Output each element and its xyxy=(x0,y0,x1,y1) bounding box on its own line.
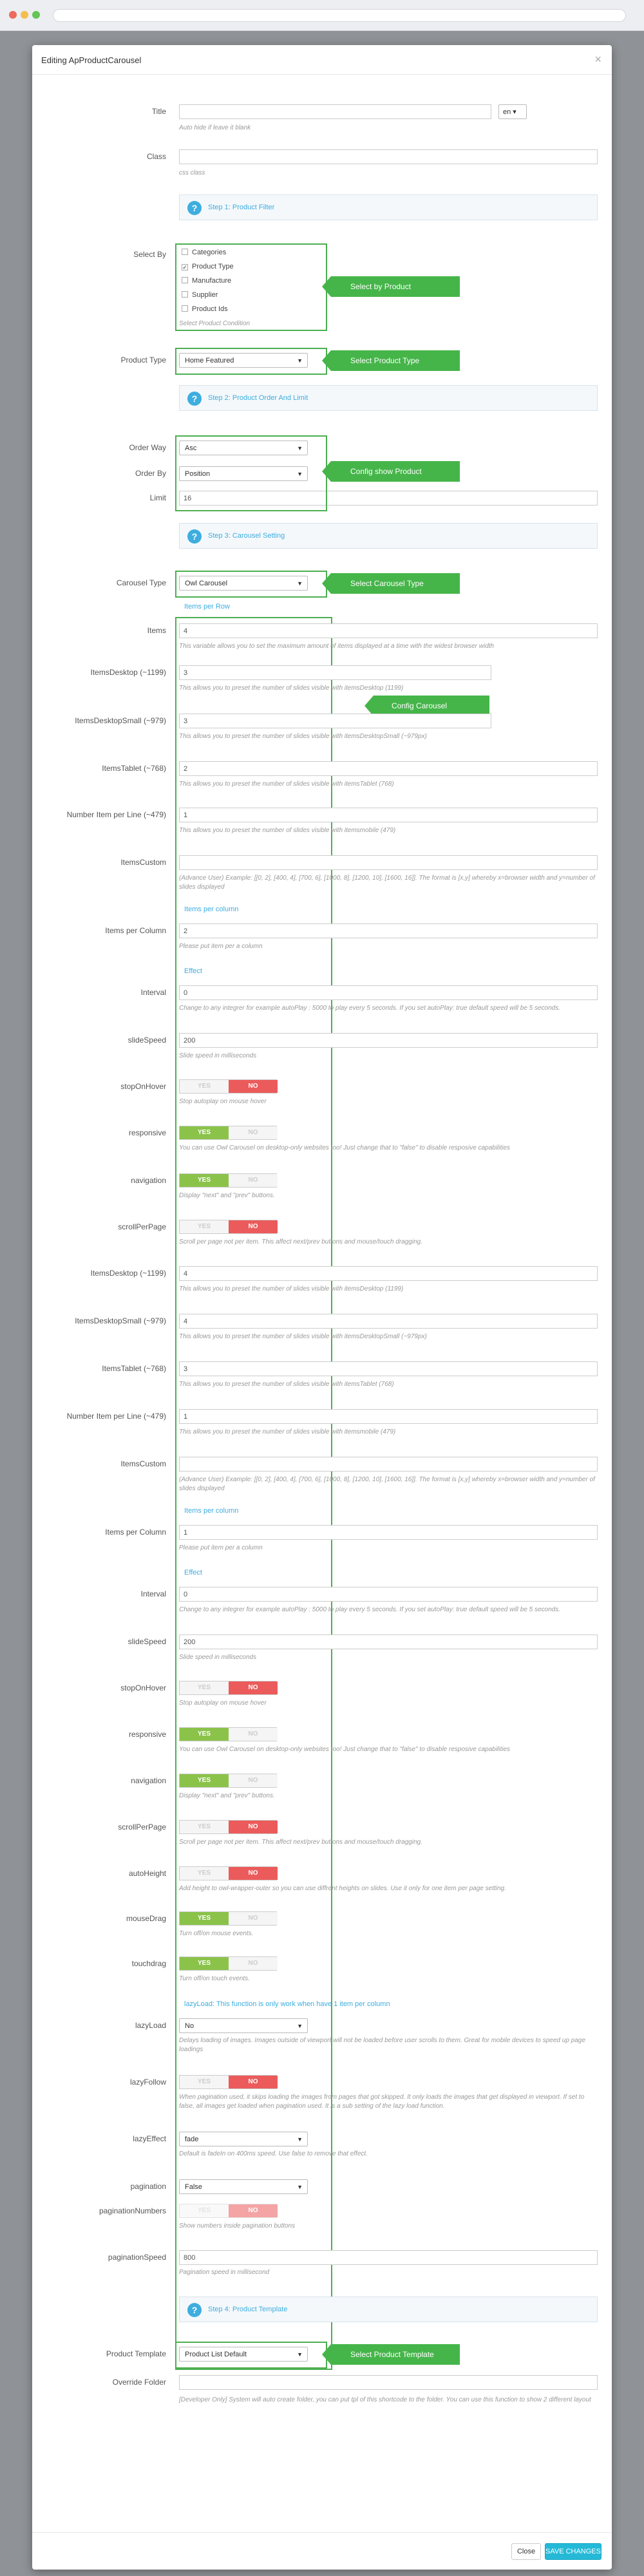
scroll-per-page-hint: Scroll per page not per item. This affect next/prev buttons and mouse/touch dragging. xyxy=(179,1238,422,1245)
stop-on-hover-toggle[interactable]: YES NO xyxy=(179,1079,277,1094)
order-way-select[interactable]: Asc ▼ xyxy=(179,440,308,455)
question-icon: ? xyxy=(187,201,202,215)
lazy-follow-toggle[interactable]: YES NO xyxy=(179,2075,277,2089)
language-select[interactable]: en ▾ xyxy=(498,104,527,119)
items-custom-label: ItemsCustom xyxy=(120,858,166,867)
effect-2-heading: Effect xyxy=(184,1569,202,1577)
checkbox-product-ids[interactable]: Product Ids xyxy=(182,305,228,313)
order-by-label: Order By xyxy=(135,469,166,478)
per-column-input[interactable]: 2 xyxy=(179,923,598,938)
per-column-2-hint: Please put item per a column xyxy=(179,1544,263,1551)
interval-label: Interval xyxy=(140,988,166,997)
browser-chrome xyxy=(0,0,644,31)
navigation-toggle[interactable]: YES NO xyxy=(179,1173,277,1188)
items-custom-2-input[interactable] xyxy=(179,1457,598,1472)
items-input[interactable]: 4 xyxy=(179,623,598,638)
title-input[interactable] xyxy=(179,104,491,119)
items-desktop-small-input[interactable]: 3 xyxy=(179,714,491,728)
question-icon: ? xyxy=(187,2303,202,2317)
modal-header xyxy=(32,45,612,75)
carousel-type-label: Carousel Type xyxy=(116,578,166,587)
lazy-load-select[interactable]: No ▼ xyxy=(179,2018,308,2033)
items-tablet-hint: This allows you to preset the number of slides visible with itemsTablet (768) xyxy=(179,781,394,788)
lazy-effect-hint: Default is fadeIn on 400ms speed. Use false to remove that effect. xyxy=(179,2150,368,2157)
per-column-2-label: Items per Column xyxy=(105,1528,166,1537)
class-input[interactable] xyxy=(179,149,598,164)
touch-drag-label: touchdrag xyxy=(131,1959,166,1968)
items-label: Items xyxy=(147,626,166,635)
minimize-dot[interactable] xyxy=(21,11,28,19)
question-icon: ? xyxy=(187,529,202,544)
lazy-effect-label: lazyEffect xyxy=(133,2134,166,2143)
slide-speed-2-label: slideSpeed xyxy=(128,1637,166,1646)
pagination-speed-label: paginationSpeed xyxy=(108,2253,166,2262)
close-dot[interactable] xyxy=(9,11,17,19)
navigation-hint: Display "next" and "prev" buttons. xyxy=(179,1192,275,1199)
lazy-follow-label: lazyFollow xyxy=(129,2078,166,2087)
interval-hint: Change to any integrer for example autoPlay : 5000 to play every 5 seconds. If you set autoPlay: true default speed will be 5 seconds. xyxy=(179,1005,561,1012)
items-desktop-small-2-hint: This allows you to preset the number of slides visible with itemsDesktopSmall (~979px) xyxy=(179,1333,427,1340)
navigation-2-hint: Display "next" and "prev" buttons. xyxy=(179,1792,275,1799)
items-tablet-label: ItemsTablet (~768) xyxy=(102,764,166,773)
lazy-effect-select[interactable]: fade ▼ xyxy=(179,2132,308,2146)
lazy-load-label: lazyLoad xyxy=(135,2021,166,2030)
responsive-hint: You can use Owl Carousel on desktop-only websites too! Just change that to "false" to disable resposive capabilities xyxy=(179,1144,511,1151)
step-1-banner: ? Step 1: Product Filter xyxy=(179,194,598,220)
slide-speed-label: slideSpeed xyxy=(128,1036,166,1045)
auto-height-toggle[interactable]: YES NO xyxy=(179,1866,277,1880)
items-tablet-input[interactable]: 2 xyxy=(179,761,598,776)
pagination-label: pagination xyxy=(130,2182,166,2191)
product-type-select[interactable]: Home Featured ▼ xyxy=(179,353,308,368)
callout-order: Config show Product xyxy=(331,461,460,482)
items-hint: This variable allows you to set the maximum amount of items displayed at a time with the widest browser width xyxy=(179,643,495,650)
pagination-numbers-label: paginationNumbers xyxy=(99,2206,166,2215)
callout-carousel-type: Select Carousel Type xyxy=(331,573,460,594)
items-per-column-2-heading: Items per column xyxy=(184,1507,239,1515)
interval-2-input[interactable]: 0 xyxy=(179,1587,598,1602)
items-tablet-2-hint: This allows you to preset the number of slides visible with itemsTablet (768) xyxy=(179,1381,394,1388)
items-tablet-2-input[interactable]: 3 xyxy=(179,1361,598,1376)
auto-height-hint: Add height to owl-wrapper-outer so you can use diffrent heights on slides. Use it only for one item per page setting. xyxy=(179,1885,506,1892)
responsive-label: responsive xyxy=(128,1128,166,1137)
product-type-label: Product Type xyxy=(120,355,166,365)
items-desktop-label: ItemsDesktop (~1199) xyxy=(90,668,166,677)
mouse-drag-hint: Turn off/on mouse events. xyxy=(179,1930,254,1937)
responsive-2-toggle[interactable]: YES NO xyxy=(179,1727,277,1741)
scroll-per-page-2-hint: Scroll per page not per item. This affect next/prev buttons and mouse/touch dragging. xyxy=(179,1839,422,1846)
lazy-follow-hint: When pagination used, it skips loading the images from pages that got skipped. It only loads the images that get displayed in viewport. If set to false, all images get loaded when pagination used. It is a sub setting of the lazy load function. xyxy=(179,2094,585,2110)
highlight-select-by xyxy=(175,243,327,331)
items-desktop-2-input[interactable]: 4 xyxy=(179,1266,598,1281)
touch-drag-toggle[interactable]: YES NO xyxy=(179,1956,277,1971)
lazy-load-hint: Delays loading of images. Images outside of viewport will not be loaded before user scrolls to them. Great for mobile devices to speed up page loadings xyxy=(179,2037,585,2053)
select-by-hint: Select Product Condition xyxy=(179,320,251,327)
callout-product-template: Select Product Template xyxy=(331,2344,460,2365)
items-desktop-small-hint: This allows you to preset the number of slides visible with itemsDesktopSmall (~979px) xyxy=(179,733,427,740)
product-template-label: Product Template xyxy=(106,2349,166,2358)
items-mobile-2-hint: This allows you to preset the number of slides visible with itemsmobile (479) xyxy=(179,1428,396,1435)
items-mobile-hint: This allows you to preset the number of slides visible with itemsmobile (479) xyxy=(179,827,396,834)
checkbox-supplier[interactable]: Supplier xyxy=(182,291,218,299)
items-tablet-2-label: ItemsTablet (~768) xyxy=(102,1364,166,1373)
save-changes-button[interactable]: SAVE CHANGES xyxy=(545,2543,601,2560)
pagination-numbers-toggle[interactable]: YES NO xyxy=(179,2204,277,2218)
responsive-2-label: responsive xyxy=(128,1730,166,1739)
pagination-speed-hint: Pagination speed in millisecond xyxy=(179,2269,270,2276)
address-bar[interactable] xyxy=(53,9,626,22)
touch-drag-hint: Turn off/on touch events. xyxy=(179,1975,250,1982)
responsive-2-hint: You can use Owl Carousel on desktop-only websites too! Just change that to "false" to disable resposive capabilities xyxy=(179,1746,511,1753)
scroll-per-page-label: scrollPerPage xyxy=(118,1222,166,1231)
per-column-hint: Please put item per a column xyxy=(179,943,263,950)
items-desktop-2-label: ItemsDesktop (~1199) xyxy=(90,1269,166,1278)
items-per-column-heading: Items per column xyxy=(184,905,239,913)
class-hint: css class xyxy=(179,169,205,176)
items-custom-2-label: ItemsCustom xyxy=(120,1459,166,1468)
effect-heading: Effect xyxy=(184,967,202,975)
auto-height-label: autoHeight xyxy=(128,1869,166,1878)
callout-product-type: Select Product Type xyxy=(331,350,460,371)
items-desktop-input[interactable]: 3 xyxy=(179,665,491,680)
class-label: Class xyxy=(146,152,166,161)
scroll-per-page-2-label: scrollPerPage xyxy=(118,1823,166,1832)
slide-speed-input[interactable]: 200 xyxy=(179,1033,598,1048)
navigation-label: navigation xyxy=(131,1176,166,1185)
items-per-row-heading: Items per Row xyxy=(184,603,230,611)
step-3-banner: ? Step 3: Carousel Setting xyxy=(179,523,598,549)
override-folder-input[interactable] xyxy=(179,2375,598,2390)
order-by-select[interactable]: Position ▼ xyxy=(179,466,308,481)
select-by-label: Select By xyxy=(133,250,166,259)
pagination-numbers-hint: Show numbers inside pagination buttons xyxy=(179,2222,296,2230)
close-icon[interactable]: × xyxy=(594,53,601,66)
callout-select-by: Select by Product xyxy=(331,276,460,297)
responsive-toggle[interactable]: YES NO xyxy=(179,1126,277,1140)
carousel-type-select[interactable]: Owl Carousel ▼ xyxy=(179,576,308,591)
limit-label: Limit xyxy=(149,493,166,502)
stop-on-hover-2-label: stopOnHover xyxy=(120,1683,166,1692)
slide-speed-2-hint: Slide speed in milliseconds xyxy=(179,1654,257,1661)
interval-2-label: Interval xyxy=(140,1589,166,1598)
modal-body xyxy=(32,75,612,2532)
items-desktop-hint: This allows you to preset the number of slides visible with itemsDesktop (1199) xyxy=(179,685,404,692)
stop-on-hover-label: stopOnHover xyxy=(120,1082,166,1091)
per-column-label: Items per Column xyxy=(105,926,166,935)
modal-footer xyxy=(32,2532,612,2570)
question-icon: ? xyxy=(187,392,202,406)
callout-carousel-config: Config Carousel xyxy=(374,696,489,716)
items-custom-input[interactable] xyxy=(179,855,598,870)
checkbox-product-type[interactable]: ✓ Product Type xyxy=(182,263,234,270)
items-mobile-input[interactable]: 1 xyxy=(179,808,598,822)
override-folder-label: Override Folder xyxy=(112,2378,166,2387)
interval-input[interactable]: 0 xyxy=(179,985,598,1000)
lazy-load-note: lazyLoad: This function is only work when have 1 item per column xyxy=(184,2000,390,2008)
items-mobile-label: Number Item per Line (~479) xyxy=(66,810,166,819)
items-desktop-2-hint: This allows you to preset the number of slides visible with itemsDesktop (1199) xyxy=(179,1285,404,1293)
interval-2-hint: Change to any integrer for example autoPlay : 5000 to play every 5 seconds. If you set autoPlay: true default speed will be 5 seconds. xyxy=(179,1606,561,1613)
items-desktop-small-2-input[interactable]: 4 xyxy=(179,1314,598,1329)
title-label: Title xyxy=(151,107,166,116)
scroll-per-page-2-toggle[interactable]: YES NO xyxy=(179,1820,277,1834)
title-hint: Auto hide if leave it blank xyxy=(179,124,251,131)
edit-modal xyxy=(32,45,612,2570)
step-4-banner: ? Step 4: Product Template xyxy=(179,2297,598,2322)
items-custom-2-hint: (Advance User) Example: [[0, 2], [400, 4], [700, 6], [1000, 8], [1200, 10], [1600, 16]]. The format is [x,y] whereby x=browser width and y=number of slides displayed xyxy=(179,1476,595,1492)
items-desktop-small-2-label: ItemsDesktopSmall (~979) xyxy=(75,1316,166,1325)
slide-speed-2-input[interactable]: 200 xyxy=(179,1634,598,1649)
order-way-label: Order Way xyxy=(129,443,166,452)
items-mobile-2-input[interactable]: 1 xyxy=(179,1409,598,1424)
checkbox-categories[interactable]: Categories xyxy=(182,249,226,256)
override-folder-hint: [Developer Only] System will auto create folder, you can put tpl of this shortcode to the folder. You can use this function to show 2 different layout xyxy=(179,2396,591,2403)
navigation-2-label: navigation xyxy=(131,1776,166,1785)
limit-input[interactable]: 16 xyxy=(179,491,598,506)
maximize-dot[interactable] xyxy=(32,11,40,19)
stop-on-hover-2-toggle[interactable]: YES NO xyxy=(179,1681,277,1695)
stop-on-hover-hint: Stop autoplay on mouse hover xyxy=(179,1098,267,1105)
step-2-banner: ? Step 2: Product Order And Limit xyxy=(179,385,598,411)
scroll-per-page-toggle[interactable]: YES NO xyxy=(179,1220,277,1234)
pagination-select[interactable]: False ▼ xyxy=(179,2179,308,2194)
pagination-speed-input[interactable]: 800 xyxy=(179,2250,598,2265)
checkbox-manufacture[interactable]: Manufacture xyxy=(182,277,231,285)
modal-title: Editing ApProductCarousel xyxy=(41,55,142,65)
per-column-2-input[interactable]: 1 xyxy=(179,1525,598,1540)
stop-on-hover-2-hint: Stop autoplay on mouse hover xyxy=(179,1700,267,1707)
product-template-select[interactable]: Product List Default ▼ xyxy=(179,2347,308,2362)
mouse-drag-label: mouseDrag xyxy=(126,1914,166,1923)
close-button[interactable]: Close xyxy=(511,2543,541,2560)
mouse-drag-toggle[interactable]: YES NO xyxy=(179,1911,277,1926)
items-mobile-2-label: Number Item per Line (~479) xyxy=(66,1412,166,1421)
items-desktop-small-label: ItemsDesktopSmall (~979) xyxy=(75,716,166,725)
slide-speed-hint: Slide speed in milliseconds xyxy=(179,1052,257,1059)
navigation-2-toggle[interactable]: YES NO xyxy=(179,1774,277,1788)
items-custom-hint: (Advance User) Example: [[0, 2], [400, 4], [700, 6], [1000, 8], [1200, 10], [1600, 16]]. The format is [x,y] whereby x=browser width and y=number of slides displayed xyxy=(179,875,595,891)
